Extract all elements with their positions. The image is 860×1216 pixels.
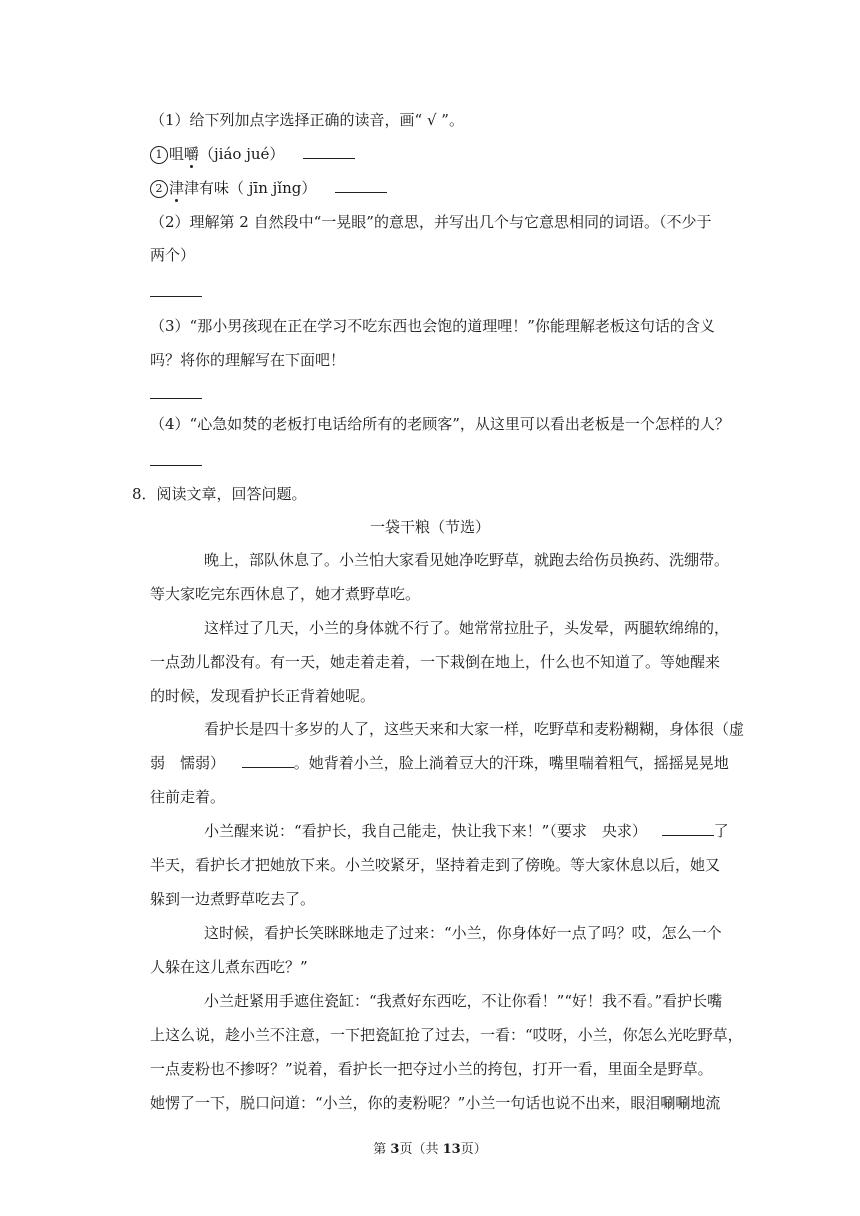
dotted-char: 津 [169,179,185,197]
para3-line1: 看护长是四十多岁的人了，这些天来和大家一样，吃野草和麦粉糊糊，身体很（虚 [204,720,745,738]
para4-line1: 小兰醒来说：“看护长，我自己能走，快让我下来！”（要求 央求） 了 [204,822,729,840]
answer-blank[interactable] [662,821,714,836]
para3-line2: 弱 懦弱） 。她背着小兰，脸上淌着豆大的汗珠，嘴里喘着粗气，摇摇晃晃地 [150,754,729,772]
total-pages: 13 [442,1142,461,1157]
q7-sub1: （1）给下列加点字选择正确的读音，画“ √ ”。 [150,111,464,129]
circled-number: 1 [150,146,168,164]
para4-line2: 半天，看护长才把她放下来。小兰咬紧牙，坚持着走到了傍晚。等大家休息以后，她又 [150,856,721,874]
para4-line3: 躲到一边煮野草吃去了。 [150,890,316,908]
para5-line2: 人躲在这儿煮东西吃？” [150,958,308,976]
q7-sub2-line2: 两个） [150,246,196,264]
answer-blank[interactable] [303,144,355,159]
answer-line[interactable] [150,398,202,399]
q7-sub3-line1: （3）“那小男孩现在正在学习不吃东西也会饱的道理哩！”你能理解老板这句话的含义 [150,317,715,335]
answer-line[interactable] [150,465,202,466]
para6-line2: 上这么说，趁小兰不注意，一下把瓷缸抢了过去，一看：“哎呀，小兰，你怎么光吃野草， [150,1026,743,1044]
para2-line1: 这样过了几天，小兰的身体就不行了。她常常拉肚子，头发晕，两腿软绵绵的， [204,619,730,637]
passage-title: 一袋干粮（节选） [369,518,490,536]
para2-line2: 一点劲儿都没有。有一天，她走着走着，一下栽倒在地上，什么也不知道了。等她醒来 [150,653,721,671]
dotted-char: 嚼 [184,145,200,163]
para5-line1: 这时候，看护长笑眯眯地走了过来：“小兰，你身体好一点了吗？哎，怎么一个 [204,924,722,942]
para6-line4: 她愣了一下，脱口问道：“小兰，你的麦粉呢？”小兰一句话也说不出来，眼泪唰唰地流 [150,1094,721,1112]
q7-sub4: （4）“心急如焚的老板打电话给所有的老顾客”，从这里可以看出老板是一个怎样的人？ [150,415,730,433]
answer-blank[interactable] [242,753,294,768]
para6-line1: 小兰赶紧用手遮住瓷缸：“我煮好东西吃，不让你看！”“好！我不看。”看护长嘴 [204,992,723,1010]
q7-sub2-line1: （2）理解第 2 自然段中“一晃眼”的意思，并写出几个与它意思相同的词语。（不少于 [150,213,712,231]
para1-line1: 晚上，部队休息了。小兰怕大家看见她净吃野草，就跑去给伤员换药、洗绷带。 [204,551,730,569]
q7-sub3-line2: 吗？将你的理解写在下面吧！ [150,351,346,369]
para6-line3: 一点麦粉也不掺呀？”说着，看护长一把夺过小兰的挎包，打开一看，里面全是野草。 [150,1060,713,1078]
para3-line3: 往前走着。 [150,788,226,806]
page-footer: 第 3页（共 13页） [373,1142,487,1157]
answer-line[interactable] [150,296,202,297]
q7-item1: 1 咀嚼（jiáo jué） [150,144,355,164]
para1-line2: 等大家吃完东西休息了，她才煮野草吃。 [150,585,421,603]
answer-blank[interactable] [335,178,387,193]
para2-line3: 的时候，发现看护长正背着她呢。 [150,687,376,705]
q8-heading: 8．阅读文章，回答问题。 [132,485,307,503]
circled-number: 2 [150,180,168,198]
q7-item2: 2 津津有味（ jīn jǐng） [150,178,387,198]
page-number: 3 [390,1142,400,1157]
